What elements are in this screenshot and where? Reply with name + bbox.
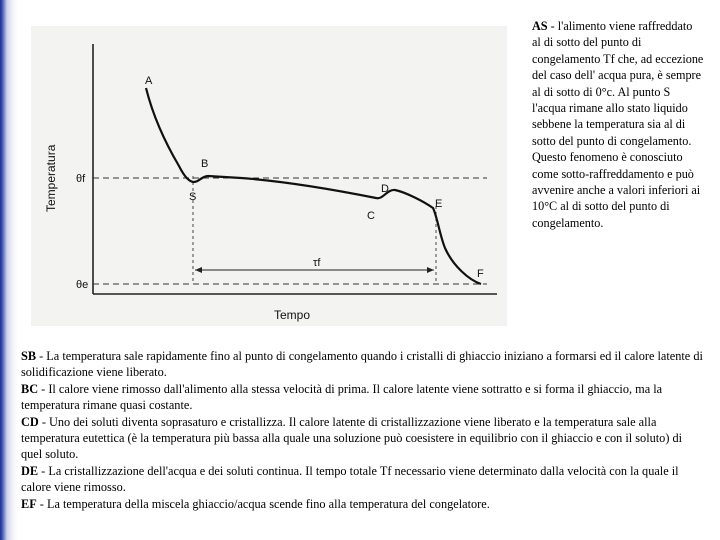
- interval-arrow-right-head: [427, 267, 434, 273]
- freezing-curve-svg: [31, 26, 507, 326]
- description-key: BC: [21, 381, 39, 396]
- environment-temperature-label: θe: [76, 279, 89, 291]
- phase-descriptions: [21, 348, 705, 512]
- freezing-curve: [146, 88, 481, 284]
- description-key: SB: [21, 349, 37, 363]
- freezing-temperature-label: θf: [76, 173, 86, 185]
- x-axis-title: Tempo: [274, 308, 311, 322]
- description-text: - La cristallizzazione dell'acqua e dei soluti continua. Il tempo totale Tf necessario viene determinato dalla velocità con la quale il calore viene rimosso.: [21, 463, 679, 495]
- point-label-f: F: [477, 268, 484, 280]
- interval-arrow-left-head: [195, 267, 202, 273]
- description-key: DE: [21, 463, 39, 478]
- point-label-d: D: [381, 183, 389, 195]
- description-key: CD: [21, 414, 39, 429]
- description-text: - Uno dei soluti diventa soprasaturo e cristallizza. Il calore latente di cristallizzazione viene liberato e la temperatura sale alla temperatura eutettica (è la temperatura più bassa alla quale una soluzione può coesistere in equilibrio con il ghiaccio e con il soluto) di quel soluto.: [21, 414, 683, 462]
- point-label-e: E: [435, 198, 443, 210]
- description-text: - La temperatura della miscela ghiaccio/acqua scende fino alla temperatura del congelatore.: [36, 496, 490, 511]
- side-note-key: AS: [532, 19, 548, 33]
- freezing-curve-diagram: [31, 26, 507, 326]
- description-ef: [21, 496, 705, 512]
- point-label-b: B: [201, 158, 209, 170]
- y-axis-title: Temperatura: [44, 144, 58, 212]
- description-bc: [21, 381, 705, 414]
- point-label-a: A: [145, 75, 153, 87]
- interval-label: τf: [313, 257, 321, 269]
- description-cd: [21, 414, 705, 463]
- description-text: - La temperatura sale rapidamente fino al punto di congelamento quando i cristalli di ghiaccio iniziano a formarsi ed il calore latente di solidificazione viene liberato.: [21, 349, 703, 380]
- point-label-c: C: [367, 210, 375, 222]
- description-sb: [21, 348, 705, 381]
- side-note: [532, 18, 704, 231]
- description-text: - Il calore viene rimosso dall'alimento alla stessa velocità di prima. Il calore latente viene sottratto e si forma il ghiaccio, ma la temperatura rimane quasi costante.: [21, 381, 663, 413]
- side-note-text: - l'alimento viene raffreddato al di sotto del punto di congelamento Tf che, ad eccezione del caso dell' acqua pura, è sempre al di sotto di 0°c. Al punto S l'acqua rimane allo stato liquido sebbene la temperatura sia al di sotto del punto di congelamento. Questo fenomeno è conosciuto come sotto-raffreddamento e può avvenire anche a valori inferiori ai 10°C al di sotto del punto di congelamento.: [532, 19, 704, 230]
- point-label-s: S: [189, 191, 197, 203]
- description-de: [21, 463, 705, 496]
- description-key: EF: [21, 496, 37, 511]
